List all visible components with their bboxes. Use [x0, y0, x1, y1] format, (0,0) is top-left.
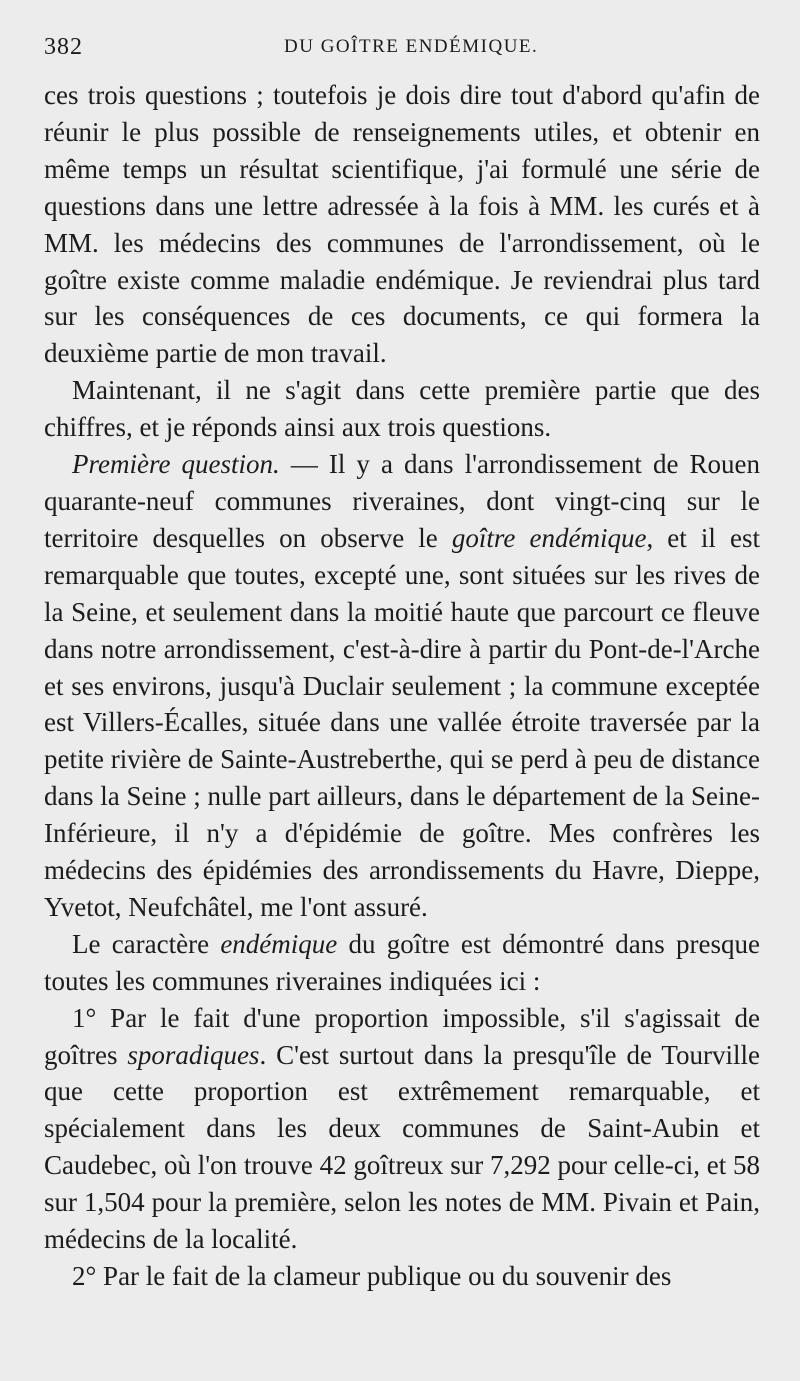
paragraph-4-emphasis: endémique: [220, 928, 338, 959]
paragraph-1: ces trois questions ; toutefois je dois dire tout d'abord qu'afin de réunir le plus possible de renseignements utiles, et obtenir en même temps un résultat scientifique, j'ai formulé une série de questions dans une lettre adressée à la fois à MM. les curés et à MM. les médecins des communes de l'arrondissement, où le goître existe comme maladie endémique. Je reviendrai plus tard sur les conséquences de ces documents, ce qui formera la deuxième partie de mon travail.: [44, 80, 760, 369]
paragraph-3: [44, 446, 760, 926]
paragraph-5: [44, 1000, 760, 1258]
paragraph-3-text-a: — Il y a dans l'arrondissement de Rouen quarante-neuf communes riveraines, dont vingt-cinq sur le territoire desquelles on observe le: [44, 449, 761, 553]
paragraph-6: 2° Par le fait de la clameur publique ou du souvenir des: [72, 1261, 672, 1291]
page-header: [44, 34, 760, 64]
paragraph-3-emphasis: goître endémique: [451, 522, 647, 553]
paragraph-4: [44, 926, 760, 1000]
paragraph-4-text-b: du goître est démontré dans presque toutes les communes riveraines indiquées ici :: [44, 928, 760, 996]
running-title: DU GOÎTRE ENDÉMIQUE.: [284, 36, 539, 57]
page-number: 382: [44, 34, 83, 60]
paragraph-5-text-a: 1° Par le fait d'une proportion impossible, s'il s'agissait de goîtres: [44, 1002, 760, 1070]
paragraph-4-text-a: Le caractère: [72, 928, 221, 959]
question-heading: Première question.: [72, 449, 280, 480]
paragraph-5-emphasis: sporadiques: [127, 1039, 260, 1070]
paragraph-3-text-b: , et il est remarquable que toutes, excepté une, sont situées sur les rives de la Seine, et seulement dans la moitié haute que parcourt ce fleuve dans notre arrondissement, c'est-à-dire à partir du Pont-de-l'Arche et ses environs, jusqu'à Duclair seulement ; la commune exceptée est Villers-Écalles, située dans une vallée étroite traversée par la petite rivière de Sainte-Austreberthe, qui se perd à peu de distance dans la Seine ; nulle part ailleurs, dans le département de la Seine-Inférieure, il n'y a d'épidémie de goître. Mes confrères les médecins des épidémies des arrondissements du Havre, Dieppe, Yvetot, Neufchâtel, me l'ont assuré.: [44, 522, 761, 922]
paragraph-2: Maintenant, il ne s'agit dans cette première partie que des chiffres, et je réponds ainsi aux trois questions.: [44, 375, 760, 443]
paragraph-5-text-b: . C'est surtout dans la presqu'île de Tourville que cette proportion est extrêmement remarquable, et spécialement dans les deux communes de Saint-Aubin et Caudebec, où l'on trouve 42 goîtreux sur 7,292 pour celle-ci, et 58 sur 1,504 pour la première, selon les notes de MM. Pivain et Pain, médecins de la localité.: [44, 1039, 760, 1255]
body-text: [44, 77, 760, 1295]
